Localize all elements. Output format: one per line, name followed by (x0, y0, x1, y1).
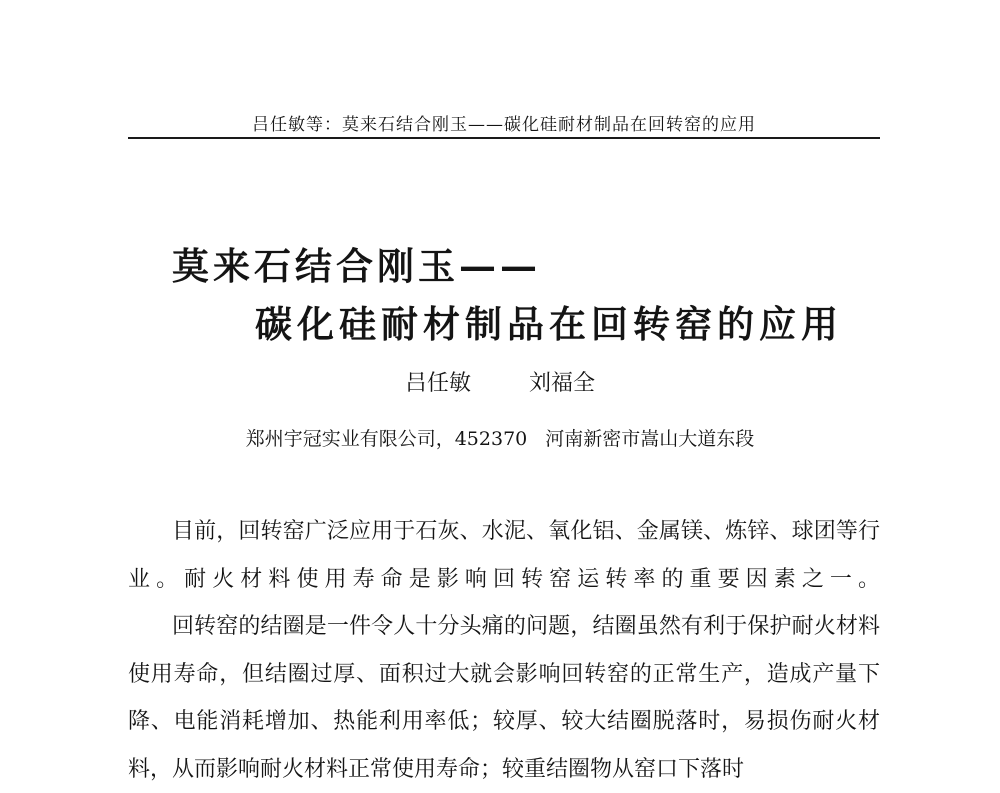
affiliation-address: 河南新密市嵩山大道东段 (545, 428, 755, 450)
author-2: 刘福全 (529, 371, 596, 396)
title-line-1: 莫来石结合刚玉—— (172, 244, 541, 288)
author-1: 吕任敏 (404, 371, 471, 396)
affiliation-org: 郑州宇冠实业有限公司，452370 (245, 428, 528, 450)
title-line-2: 碳化硅耐材制品在回转窑的应用 (255, 302, 843, 346)
running-header: 吕任敏等：莫来石结合刚玉——碳化硅耐材制品在回转窑的应用 (252, 115, 756, 135)
body-text (128, 508, 880, 793)
body-paragraph-1: 目前，回转窑广泛应用于石灰、水泥、氧化铝、金属镁、炼锌、球团等行业。耐火材料使用寿命是影响回转窑运转率的重要因素之一。 (128, 519, 880, 592)
affiliation (0, 424, 1000, 451)
header-rule (128, 137, 880, 139)
authors (0, 366, 1000, 397)
body-paragraph-2: 回转窑的结圈是一件令人十分头痛的问题，结圈虽然有利于保护耐火材料使用寿命，但结圈过厚、面积过大就会影响回转窑的正常生产，造成产量下降、电能消耗增加、热能利用率低；较厚、较大结圈脱落时，易损伤耐火材料，从而影响耐火材料正常使用寿命；较重结圈物从窑口下落时 (128, 614, 880, 782)
